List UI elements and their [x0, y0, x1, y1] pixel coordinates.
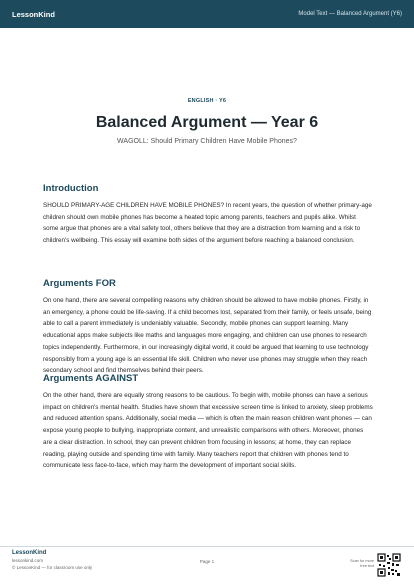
scan-note: Scan for more free text	[350, 559, 374, 568]
section-paragraph: SHOULD PRIMARY-AGE CHILDREN HAVE MOBILE PHONES? In recent years, the question of whether primary-age children should own mobile phones has become a heated topic among parents, teachers and pupils alike. Whilst some argue that phones are a vital safety tool, others believe that they are a distraction from learning and a risk to children's wellbeing. This essay will examine both sides of the argument before reaching a balanced conclusion.	[43, 202, 372, 245]
section-introduction	[43, 183, 373, 247]
header-document-label: Model Text — Balanced Argument (Y6)	[298, 11, 402, 17]
section-arguments-for	[43, 278, 373, 377]
section-heading: Introduction	[43, 183, 99, 194]
page-header	[0, 0, 414, 28]
section-arguments-against	[43, 373, 373, 472]
page-subtitle: WAGOLL: Should Primary Children Have Mobile Phones?	[117, 138, 297, 145]
subject-label: ENGLISH · Y6	[187, 98, 227, 104]
page-title: Balanced Argument — Year 6	[95, 114, 319, 131]
brand-logo-text: LessonKind	[12, 9, 55, 19]
section-paragraph: On one hand, there are several compelling reasons why children should be allowed to have mobile phones. Firstly, in an emergency, a phone could be life-saving. If a child becomes lost, separated from their family, or feels unsafe, being able to call a parent immediately is undeniably valuable. Secondly, mobile phones can support learning. Many educational apps make subjects like maths and languages more engaging, and children can use phones to research topics independently. Furthermore, in our increasingly digital world, it could be argued that learning to use technology responsibly from a young age is an essential life skill. Children who never use phones may struggle when they reach secondary school and find themselves behind their peers.	[43, 297, 372, 375]
section-heading: Arguments FOR	[43, 278, 116, 289]
qr-code-icon	[377, 553, 401, 577]
section-heading: Arguments AGAINST	[43, 373, 139, 384]
page-number: Page 1	[199, 559, 215, 564]
title-block	[0, 98, 414, 145]
footer-brand: LessonKind	[12, 550, 47, 556]
section-paragraph: On the other hand, there are equally strong reasons to be cautious. To begin with, mobile phones can have a serious impact on children's mental health. Studies have shown that excessive screen time is linked to anxiety, sleep problems and reduced attention spans. Additionally, social media — which is often the main reason children want phones — can expose young people to bullying, inappropriate content, and unrealistic comparisons with others. Moreover, phones are a clear distraction. In school, they can prevent children from focusing in lessons; at home, they can replace reading, playing outside and spending time with family. Many teachers report that children with phones tend to communicate less face-to-face, which may harm the development of important social skills.	[43, 392, 373, 470]
footer-copyright: © LessonKind — for classroom use only	[12, 565, 93, 570]
page-footer	[0, 546, 414, 586]
footer-site-link[interactable]: lessonkind.com	[12, 558, 44, 563]
